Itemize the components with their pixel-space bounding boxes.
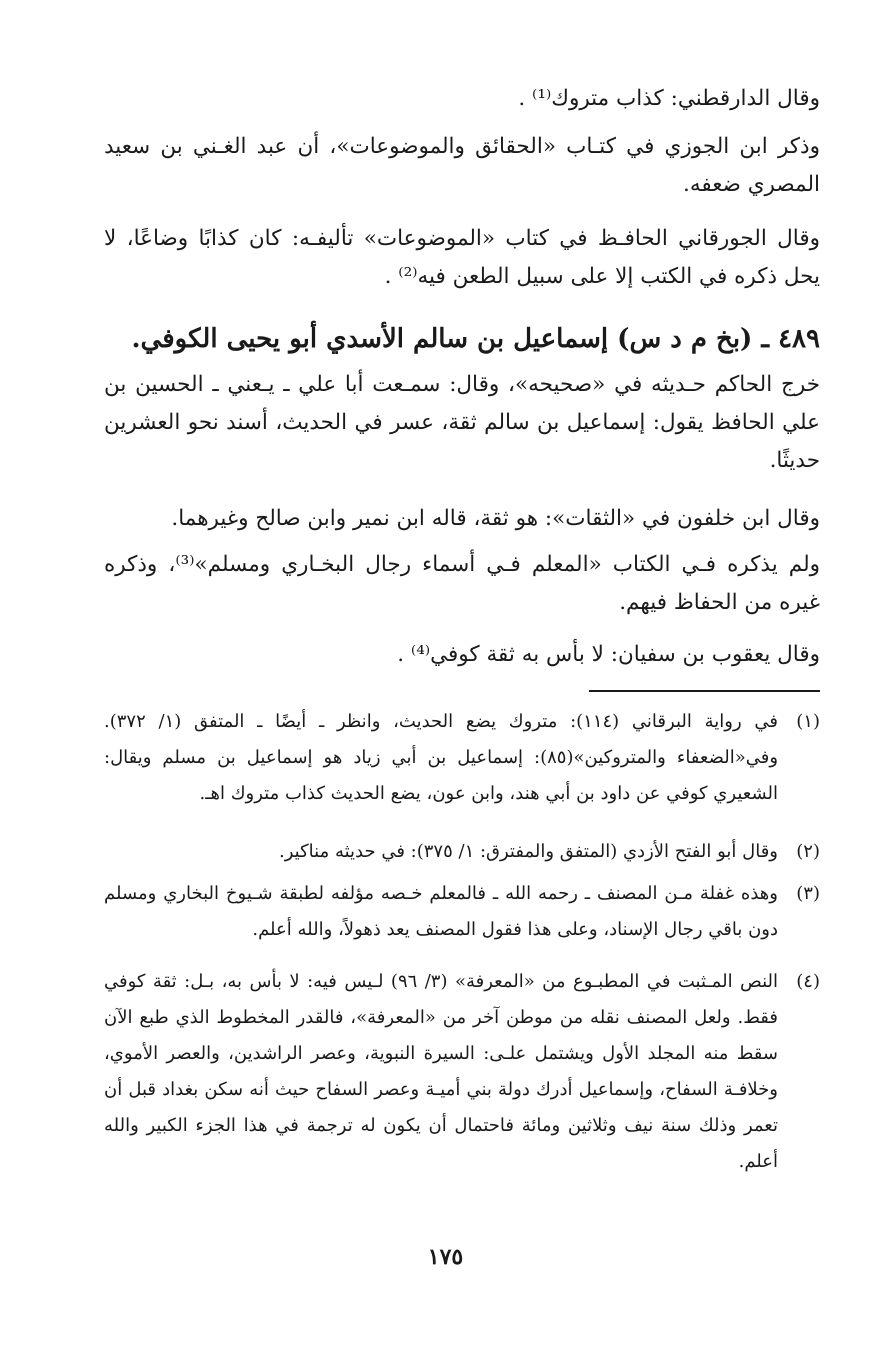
footnote-text: النص المـثبت في المطبـوع من «المعرفة» (٣/ ٩٦) لـيس فيه: لا بأس به، بـل: ثقة كوفي فقط. ولعل المصنف نقله من موطن آخر من «المعرفة»، فالقدر المخطوط الذي طبع الآن سقط منه المجلد الأول ويشتمل علـى: السيرة النبوية، وعصر الراشدين، والعصر الأموي، وخلافـة السفاح، وإسماعيل أدرك دولة بني أميـة وعصر السفاح حيث أنه سكن بغداد قبل أن تعمر وذلك سنة نيف وثلاثين ومائة فاحتمال أن يكون له ترجمة في هذا الجزء الكبير والله أعلم. xyxy=(104,971,778,1172)
footnote-text: وهذه غفلة مـن المصنف ـ رحمه الله ـ فالمعلم خـصه مؤلفه لطبقة شـيوخ البخاري ومسلم دون باقي رجال الإسناد، وعلى هذا فقول المصنف يعد ذهولاً، والله أعلم. xyxy=(104,883,778,940)
footnote-number: (١) xyxy=(796,711,820,732)
paragraph-ibn-khalfun: وقال ابن خلفون في «الثقات»: هو ثقة، قاله ابن نمير وابن صالح وغيرهما. xyxy=(171,506,820,531)
entry-heading: ٤٨٩ ـ (بخ م د س) إسماعيل بن سالم الأسدي أبو يحيى الكوفي. xyxy=(131,324,820,354)
footnote-number: (٤) xyxy=(796,971,820,992)
footnote-text: في رواية البرقاني (١١٤): متروك يضع الحديث، وانظر ـ أيضًا ـ المتفق (١/ ٣٧٢). وفي«الضعفاء والمتروكين»(٨٥): إسماعيل بن أبي زياد هو إسماعيل بن مسلم ويقال: الشعيري كوفي عن داود بن أبي هند، وابن عون، يضع الحديث كذاب متروك اهـ. xyxy=(104,711,779,804)
footnote-number: (٢) xyxy=(796,841,820,862)
paragraph-daraqutni: وقال الدارقطني: كذاب متروك⁽¹⁾ . xyxy=(518,86,820,111)
paragraph-yaqub: وقال يعقوب بن سفيان: لا بأس به ثقة كوفي⁽⁴⁾ . xyxy=(397,642,820,667)
footnote-3 xyxy=(104,876,820,948)
footnote-separator xyxy=(589,690,820,692)
footnote-2 xyxy=(104,834,820,870)
footnote-number: (٣) xyxy=(796,883,820,904)
footnote-1 xyxy=(104,704,820,812)
footnote-4 xyxy=(104,964,820,1180)
paragraph-muallim: ولم يذكره فـي الكتاب «المعلم فـي أسماء رجال البخـاري ومسلم»⁽³⁾، وذكره غيره من الحفاظ فيهم. xyxy=(104,552,821,615)
footnote-text: وقال أبو الفتح الأزدي (المتفق والمفترق: ١/ ٣٧٥): في حديثه مناكير. xyxy=(279,841,778,862)
paragraph-hakim: خرج الحاكم حـديثه في «صحيحه»، وقال: سمـعت أبا علي ـ يـعني ـ الحسين بن علي الحافظ يقول: إسماعيل بن سالم ثقة، عسر في الحديث، أسند نحو العشرين حديثًا. xyxy=(104,372,820,473)
paragraph-jawraqani: وقال الجورقاني الحافـظ في كتاب «الموضوعات» تأليفـه: كان كذابًا وضاعًا، لا يحل ذكره في الكتب إلا على سبيل الطعن فيه⁽²⁾ . xyxy=(104,226,820,289)
paragraph-ibn-jawzi: وذكر ابن الجوزي في كتـاب «الحقائق والموضوعات»، أن عبد الغـني بن سعيد المصري ضعفه. xyxy=(104,134,820,197)
page-number: ١٧٥ xyxy=(427,1244,464,1270)
